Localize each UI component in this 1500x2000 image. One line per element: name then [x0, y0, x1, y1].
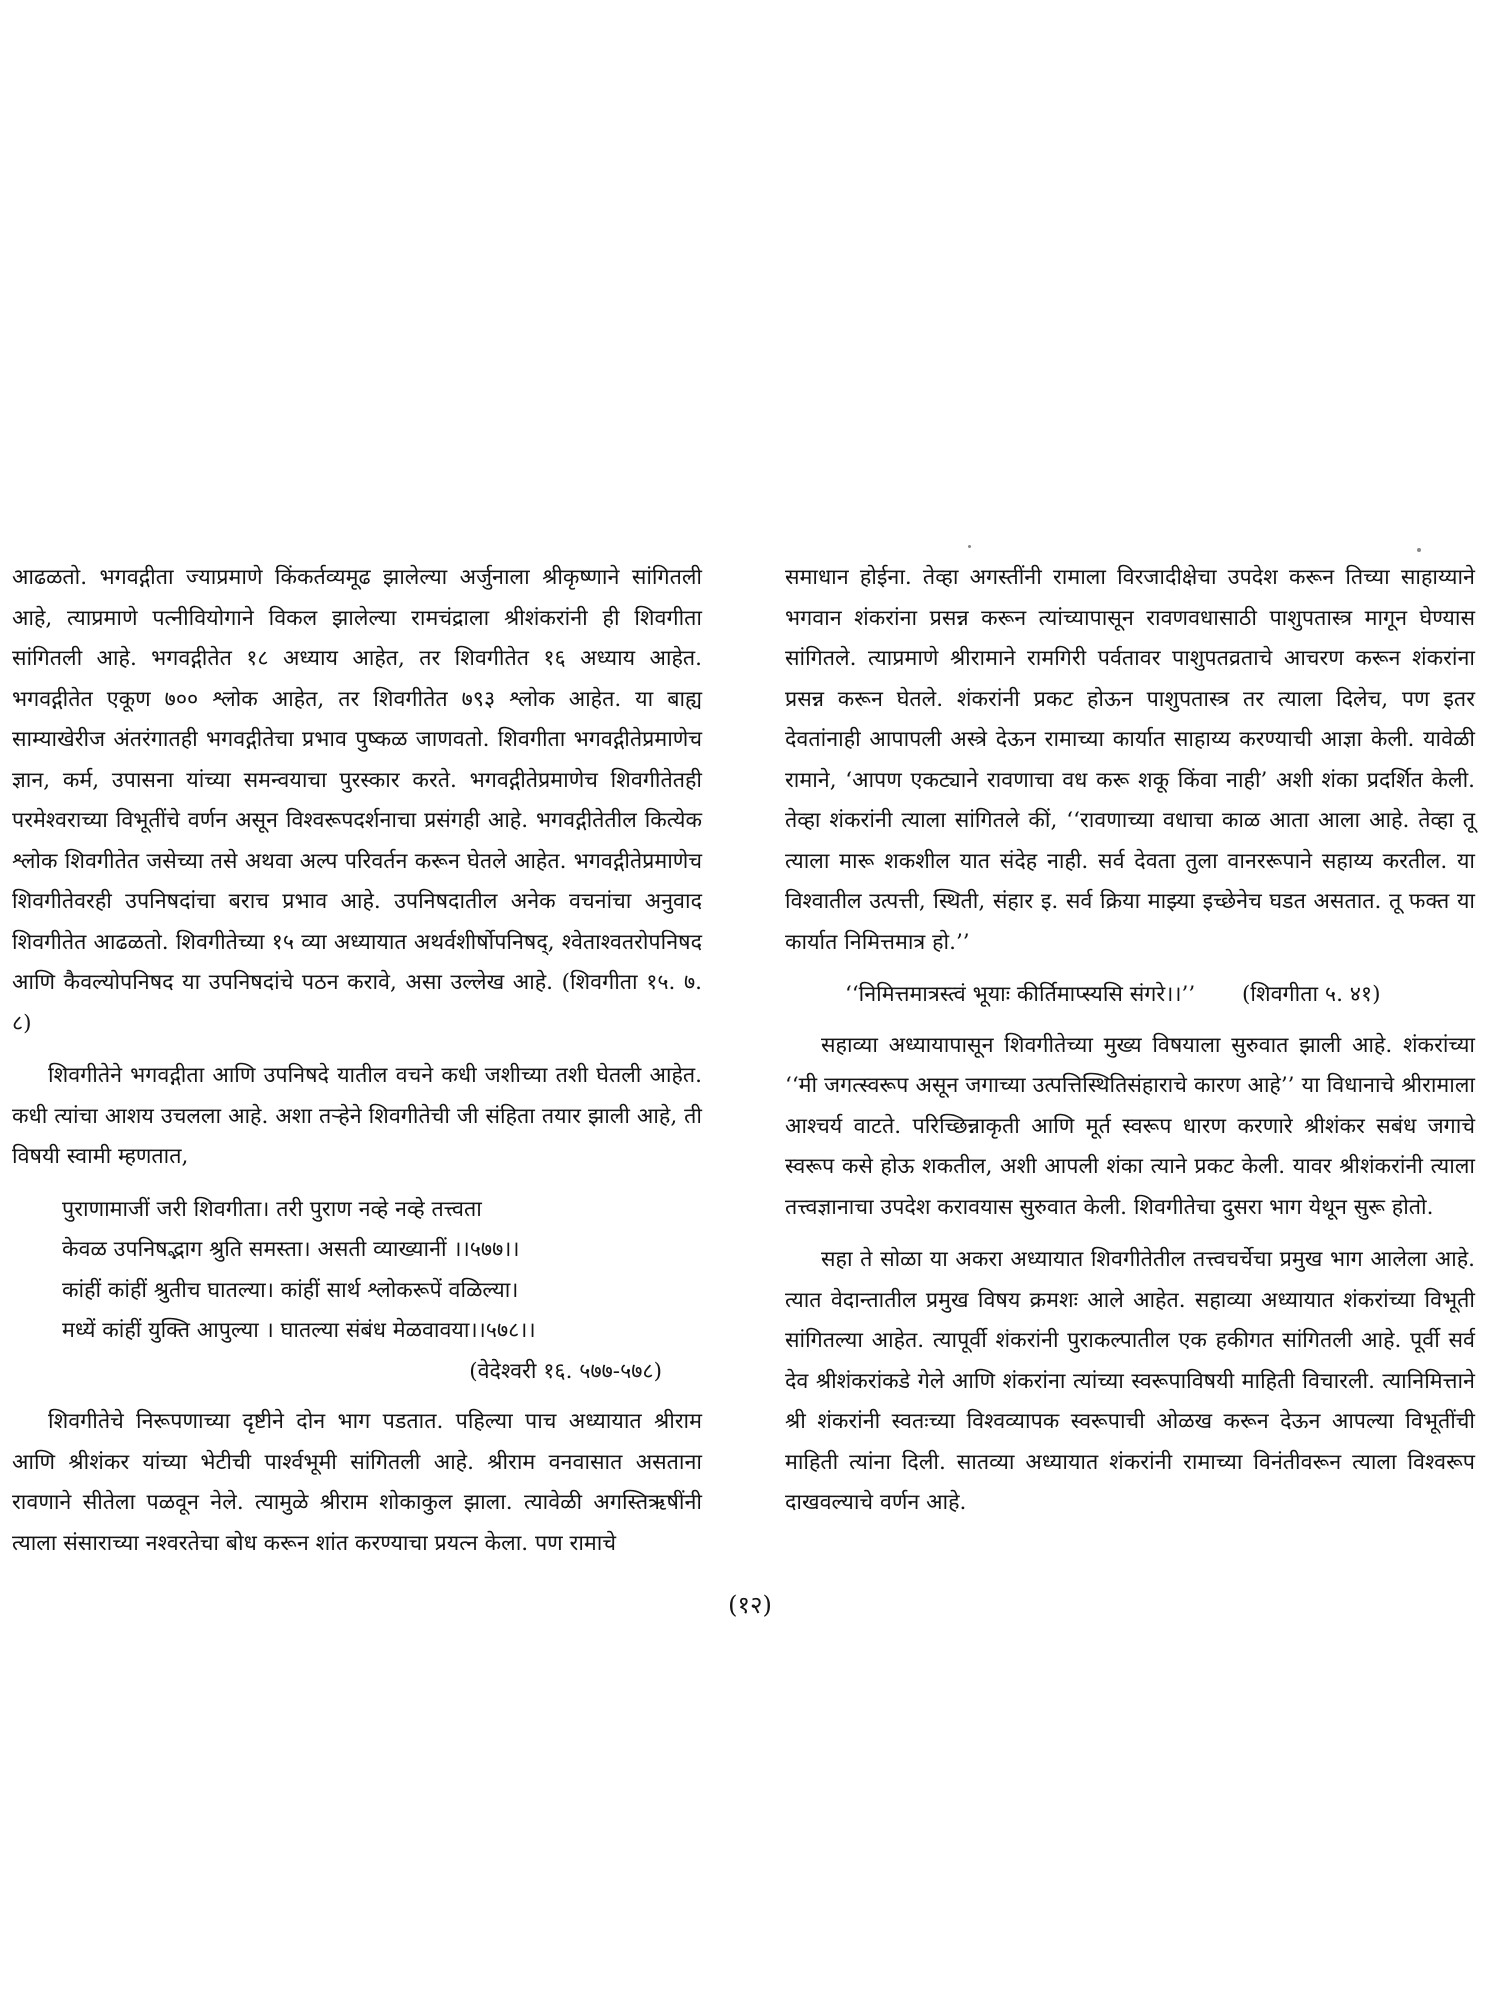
sanskrit-quote	[785, 975, 1475, 1016]
paragraph: शिवगीतेचे निरूपणाच्या दृष्टीने दोन भाग पडतात. पहिल्या पाच अध्यायात श्रीराम आणि श्रीशंकर यांच्या भेटीची पार्श्वभूमी सांगितली आहे. श्रीराम वनवासात असताना रावणाने सीतेला पळवून नेले. त्यामुळे श्रीराम शोकाकुल झाला. त्यावेळी अगस्तिऋषींनी त्याला संसाराच्या नश्वरतेचा बोध करून शांत करण्याचा प्रयत्न केला. पण रामाचे	[12, 1409, 702, 1556]
paragraph: आढळतो. भगवद्गीता ज्याप्रमाणे किंकर्तव्यमूढ झालेल्या अर्जुनाला श्रीकृष्णाने सांगितली आहे, त्याप्रमाणे पत्नीवियोगाने विकल झालेल्या रामचंद्राला श्रीशंकरांनी ही शिवगीता सांगितली आहे. भगवद्गीतेत १८ अध्याय आहेत, तर शिवगीतेत १६ अध्याय आहेत. भगवद्गीतेत एकूण ७०० श्लोक आहेत, तर शिवगीतेत ७९३ श्लोक आहेत. या बाह्य साम्याखेरीज अंतरंगातही भगवद्गीतेचा प्रभाव पुष्कळ जाणवतो. शिवगीता भगवद्गीतेप्रमाणेच ज्ञान, कर्म, उपासना यांच्या समन्वयाचा पुरस्कार करते. भगवद्गीतेप्रमाणेच शिवगीतेतही परमेश्वराच्या विभूतींचे वर्णन असून विश्वरूपदर्शनाचा प्रसंगही आहे. भगवद्गीतेतील कित्येक श्लोक शिवगीतेत जसेच्या तसे अथवा अल्प परिवर्तन करून घेतले आहेत. भगवद्गीतेप्रमाणेच शिवगीतेवरही उपनिषदांचा बराच प्रभाव आहे. उपनिषदातील अनेक वचनांचा अनुवाद शिवगीतेत आढळतो. शिवगीतेच्या १५ व्या अध्यायात अथर्वशीर्षोपनिषद्, श्वेताश्वतरोपनिषद आणि कैवल्योपनिषद या उपनिषदांचे पठन करावे, असा उल्लेख आहे. (शिवगीता १५. ७. ८)	[12, 565, 702, 1036]
quote-citation: (शिवगीता ५. ४१)	[1242, 982, 1381, 1007]
scan-speck	[968, 545, 971, 548]
verse-line: मध्यें कांहीं युक्ति आपुल्या । घातल्या संबंध मेळवावया।।५७८।।	[62, 1318, 536, 1343]
scan-speck	[1417, 548, 1421, 552]
paragraph: समाधान होईना. तेव्हा अगस्तींनी रामाला विरजादीक्षेचा उपदेश करून तिच्या साहाय्याने भगवान शंकरांना प्रसन्न करून त्यांच्यापासून रावणवधासाठी पाशुपतास्त्र मागून घेण्यास सांगितले. त्याप्रमाणे श्रीरामाने रामगिरी पर्वतावर पाशुपतव्रताचे आचरण करून शंकरांना प्रसन्न करून घेतले. शंकरांनी प्रकट होऊन पाशुपतास्त्र तर त्याला दिलेच, पण इतर देवतांनाही आपापली अस्त्रे देऊन रामाच्या कार्यात साहाय्य करण्याची आज्ञा केली. यावेळी रामाने, ‘आपण एकट्याने रावणाचा वध करू शकू किंवा नाही’ अशी शंका प्रदर्शित केली. तेव्हा शंकरांनी त्याला सांगितले कीं, ‘‘रावणाच्या वधाचा काळ आता आला आहे. तेव्हा तू त्याला मारू शकशील यात संदेह नाही. सर्व देवता तुला वानररूपाने सहाय्य करतील. या विश्वातील उत्पत्ती, स्थिती, संहार इ. सर्व क्रिया माझ्या इच्छेनेच घडत असतात. तू फक्त या कार्यात निमित्तमात्र हो.’’	[785, 565, 1475, 955]
verse-line: केवळ उपनिषद्भाग श्रुति समस्ता। असती व्याख्यानीं ।।५७७।।	[62, 1237, 520, 1262]
paragraph: शिवगीतेने भगवद्गीता आणि उपनिषदे यातील वचने कधी जशीच्या तशी घेतली आहेत. कधी त्यांचा आशय उचलला आहे. अशा तऱ्हेने शिवगीतेची जी संहिता तयार झाली आहे, ती विषयी स्वामी म्हणतात,	[12, 1063, 702, 1169]
verse-line: पुराणामाजीं जरी शिवगीता। तरी पुराण नव्हे नव्हे तत्त्वता	[62, 1196, 482, 1222]
quote-text: ‘‘निमित्तमात्रस्त्वं भूयाः कीर्तिमाप्स्यसि संगरे।।’’	[845, 982, 1196, 1007]
left-column	[12, 558, 702, 1576]
right-column	[785, 558, 1475, 1536]
verse-line: कांहीं कांहीं श्रुतीच घातल्या। कांहीं सार्थ श्लोकरूपें वळिल्या।	[62, 1277, 519, 1303]
paragraph: सहाव्या अध्यायापासून शिवगीतेच्या मुख्य विषयाला सुरुवात झाली आहे. शंकरांच्या ‘‘मी जगत्स्वरूप असून जगाच्या उत्पत्तिस्थितिसंहाराचे कारण आहे’’ या विधानाचे श्रीरामाला आश्चर्य वाटते. परिच्छिन्नाकृती आणि मूर्त स्वरूप धारण करणारे श्रीशंकर सबंध जगाचे स्वरूप कसे होऊ शकतील, अशी आपली शंका त्याने प्रकट केली. यावर श्रीशंकरांनी त्याला तत्त्वज्ञानाचा उपदेश करावयास सुरुवात केली. शिवगीतेचा दुसरा भाग येथून सुरू होतो.	[785, 1032, 1475, 1220]
verse-block	[12, 1190, 702, 1393]
paragraph: सहा ते सोळा या अकरा अध्यायात शिवगीतेतील तत्त्वचर्चेचा प्रमुख भाग आलेला आहे. त्यात वेदान्तातील प्रमुख विषय क्रमशः आले आहेत. सहाव्या अध्यायात शंकरांच्या विभूती सांगितल्या आहेत. त्यापूर्वी शंकरांनी पुराकल्पातील एक हकीगत सांगितली आहे. पूर्वी सर्व देव श्रीशंकरांकडे गेले आणि शंकरांना त्यांच्या स्वरूपाविषयी माहिती विचारली. त्यानिमित्ताने श्री शंकरांनी स्वतःच्या विश्वव्यापक स्वरूपाची ओळख करून देऊन आपल्या विभूतींची माहिती त्यांना दिली. सातव्या अध्यायात शंकरांनी रामाच्या विनंतीवरून त्याला विश्वरूप दाखवल्याचे वर्णन आहे.	[785, 1247, 1475, 1515]
verse-citation: (वेदेश्वरी १६. ५७७-५७८)	[469, 1358, 662, 1384]
page-number: (१२)	[728, 1591, 772, 1619]
